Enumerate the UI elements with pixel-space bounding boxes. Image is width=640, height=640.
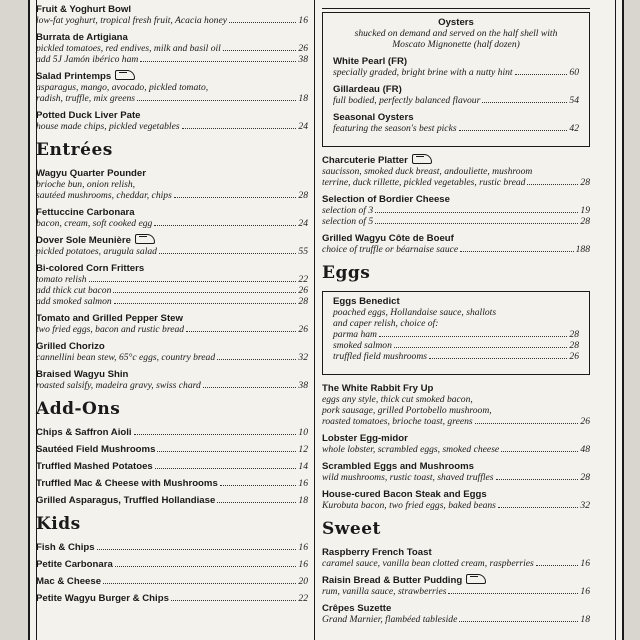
menu-item — [36, 313, 308, 335]
item-description: full bodied, perfectly balanced flavour — [333, 95, 481, 106]
item-price: 26 — [298, 285, 308, 296]
price-line — [36, 43, 308, 54]
dot-leader — [186, 331, 296, 332]
addon-price: 20 — [298, 576, 308, 587]
item-name — [322, 383, 590, 394]
addon-name: Petite Wagyu Burger & Chips — [36, 593, 169, 604]
item-name — [36, 313, 308, 324]
dot-leader — [482, 102, 567, 103]
item-description: rum, vanilla sauce, strawberries — [322, 586, 447, 597]
item-name — [322, 233, 590, 244]
price-line — [333, 95, 579, 106]
price-line — [322, 558, 590, 569]
menu-item — [322, 547, 590, 569]
item-description: two fried eggs, bacon and rustic bread — [36, 324, 185, 335]
menu-item — [36, 168, 308, 201]
price-line — [36, 190, 308, 201]
item-description: brioche bun, onion relish, — [36, 179, 136, 190]
addon-price: 16 — [298, 478, 308, 489]
dot-leader — [375, 223, 578, 224]
price-line — [36, 274, 308, 285]
item-name-text: Eggs Benedict — [333, 296, 400, 307]
price-line — [36, 246, 308, 257]
item-name-text: White Pearl (FR) — [333, 56, 408, 67]
dot-leader — [134, 434, 297, 435]
item-description: specially graded, bright brine with a nutty hint — [333, 67, 513, 78]
section-heading-addons: Add-Ons — [36, 399, 121, 419]
item-description: pickled potatoes, arugula salad — [36, 246, 157, 257]
item-name-text: Fettuccine Carbonara — [36, 207, 135, 218]
item-name-text: Burrata de Artigiana — [36, 32, 128, 43]
addon-price: 16 — [298, 542, 308, 553]
item-price: 18 — [580, 614, 590, 625]
dot-leader — [459, 621, 578, 622]
item-price: 42 — [569, 123, 579, 134]
item-price: 24 — [298, 121, 308, 132]
dot-leader — [496, 479, 579, 480]
item-price: 60 — [569, 67, 579, 78]
item-name — [322, 547, 590, 558]
dot-leader — [379, 336, 567, 337]
item-name — [36, 4, 308, 15]
menu-item — [333, 56, 579, 78]
item-name-text: Seasonal Oysters — [333, 112, 414, 123]
addon-item — [36, 495, 308, 506]
menu-item — [333, 84, 579, 106]
item-name-text: The White Rabbit Fry Up — [322, 383, 434, 394]
dot-leader — [115, 566, 297, 567]
dot-leader — [429, 358, 567, 359]
menu-item — [333, 296, 579, 362]
item-description: selection of 5 — [322, 216, 374, 227]
item-description: add 5J Jamón ibérico ham — [36, 54, 139, 65]
price-line — [333, 123, 579, 134]
menu-item — [333, 112, 579, 134]
top-rule — [322, 8, 590, 9]
menu-item — [322, 233, 590, 255]
item-name — [333, 296, 579, 307]
dot-leader — [460, 251, 573, 252]
item-price: 38 — [298, 54, 308, 65]
menu-item — [36, 207, 308, 229]
item-price: 22 — [298, 274, 308, 285]
eggs-benedict-box — [322, 291, 590, 375]
item-name-text: Raspberry French Toast — [322, 547, 432, 558]
item-name — [322, 603, 590, 614]
dot-leader — [475, 423, 579, 424]
addon-price: 18 — [298, 495, 308, 506]
item-description: roasted salsify, madeira gravy, swiss chard — [36, 380, 201, 391]
item-name-text: Charcuterie Platter — [322, 155, 408, 166]
dot-leader — [203, 387, 297, 388]
dot-leader — [536, 565, 579, 566]
chef-hat-icon — [412, 154, 432, 164]
addon-name: Truffled Mashed Potatoes — [36, 461, 153, 472]
chef-hat-icon — [466, 574, 486, 584]
item-description: asparagus, mango, avocado, pickled tomato, — [36, 82, 209, 93]
menu-item — [36, 263, 308, 307]
addon-item — [36, 461, 308, 472]
item-description: and caper relish, choice of: — [333, 318, 439, 329]
item-description: add smoked salmon — [36, 296, 112, 307]
item-price: 28 — [580, 177, 590, 188]
addon-name: Petite Carbonara — [36, 559, 113, 570]
item-description: cannellini bean stew, 65°c eggs, country bread — [36, 352, 216, 363]
section-heading-kids: Kids — [36, 514, 81, 534]
item-description: truffled field mushrooms — [333, 351, 427, 362]
dot-leader — [501, 451, 578, 452]
menu-item — [322, 603, 590, 625]
item-name-text: Scrambled Eggs and Mushrooms — [322, 461, 474, 472]
item-description: smoked salmon — [333, 340, 392, 351]
dot-leader — [97, 549, 297, 550]
dot-leader — [459, 130, 568, 131]
dot-leader — [223, 50, 297, 51]
price-line — [36, 54, 308, 65]
section-heading-eggs: Eggs — [322, 263, 371, 283]
item-name-text: Crêpes Suzette — [322, 603, 392, 614]
dot-leader — [155, 468, 297, 469]
menu-item — [322, 155, 590, 188]
item-description: Grand Marnier, flambéed tableside — [322, 614, 458, 625]
item-price: 24 — [298, 218, 308, 229]
dot-leader — [103, 583, 296, 584]
left-column — [36, 4, 308, 610]
addon-item — [36, 542, 308, 553]
item-description: terrine, duck rillette, pickled vegetables, rustic bread — [322, 177, 526, 188]
dot-leader — [394, 347, 568, 348]
section-heading-sweet: Sweet — [322, 519, 381, 539]
menu-item — [36, 32, 308, 65]
item-price: 26 — [580, 416, 590, 427]
item-name-text: Fruit & Yoghurt Bowl — [36, 4, 132, 15]
item-name — [36, 235, 308, 246]
menu-item — [36, 369, 308, 391]
dot-leader — [137, 100, 296, 101]
item-price: 55 — [298, 246, 308, 257]
item-name-text: Grilled Chorizo — [36, 341, 105, 352]
menu-item — [322, 575, 590, 597]
item-name — [322, 489, 590, 500]
dot-leader — [375, 212, 578, 213]
dot-leader — [140, 61, 296, 62]
oysters-box — [322, 12, 590, 147]
menu-page — [28, 0, 624, 640]
price-line — [322, 472, 590, 483]
item-name — [36, 71, 308, 82]
item-description: caramel sauce, vanilla bean clotted cream, raspberries — [322, 558, 534, 569]
addon-item — [36, 593, 308, 604]
item-description: featuring the season's best picks — [333, 123, 457, 134]
menu-item — [36, 235, 308, 257]
price-line — [333, 351, 579, 362]
item-name — [36, 341, 308, 352]
item-price: 18 — [298, 93, 308, 104]
price-line — [322, 444, 590, 455]
price-line — [36, 296, 308, 307]
item-name — [36, 263, 308, 274]
price-line — [322, 205, 590, 216]
item-price: 28 — [569, 329, 579, 340]
item-name — [36, 369, 308, 380]
addon-name: Truffled Mac & Cheese with Mushrooms — [36, 478, 218, 489]
item-description: add thick cut bacon — [36, 285, 112, 296]
item-price: 16 — [580, 586, 590, 597]
dot-leader — [217, 359, 296, 360]
item-description: roasted tomatoes, brioche toast, greens — [322, 416, 473, 427]
price-line — [36, 218, 308, 229]
item-name-text: House-cured Bacon Steak and Eggs — [322, 489, 487, 500]
dot-leader — [159, 253, 296, 254]
item-price: 32 — [298, 352, 308, 363]
item-name — [333, 56, 579, 67]
item-price: 19 — [580, 205, 590, 216]
addon-name: Mac & Cheese — [36, 576, 102, 587]
item-description: pork sausage, grilled Portobello mushroom, — [322, 405, 492, 416]
item-price: 26 — [298, 324, 308, 335]
menu-item — [322, 433, 590, 455]
item-description: radish, truffle, mix greens — [36, 93, 136, 104]
item-price: 28 — [580, 472, 590, 483]
dot-leader — [154, 225, 296, 226]
addon-name: Sautéed Field Mushrooms — [36, 444, 156, 455]
item-price: 28 — [298, 296, 308, 307]
item-name-text: Lobster Egg-midor — [322, 433, 408, 444]
item-description: low-fat yoghurt, tropical fresh fruit, Acacia honey — [36, 15, 227, 26]
item-name-text: Selection of Bordier Cheese — [322, 194, 450, 205]
price-line — [36, 15, 308, 26]
item-price: 26 — [569, 351, 579, 362]
item-description: whole lobster, scrambled eggs, smoked cheese — [322, 444, 500, 455]
price-line — [333, 340, 579, 351]
price-line — [333, 67, 579, 78]
item-name-text: Wagyu Quarter Pounder — [36, 168, 146, 179]
item-name — [36, 110, 308, 121]
price-line — [322, 177, 590, 188]
price-line — [322, 416, 590, 427]
item-name-text: Gillardeau (FR) — [333, 84, 402, 95]
item-name — [322, 194, 590, 205]
item-description: sautéed mushrooms, cheddar, chips — [36, 190, 172, 201]
oysters-description: shucked on demand and served on the half shell with — [354, 28, 558, 39]
price-line — [322, 586, 590, 597]
item-description: Kurobuta bacon, two fried eggs, baked beans — [322, 500, 496, 511]
item-description: pickled tomatoes, red endives, milk and basil oil — [36, 43, 221, 54]
chef-hat-icon — [135, 234, 155, 244]
price-line — [36, 285, 308, 296]
item-name — [36, 32, 308, 43]
item-description: selection of 3 — [322, 205, 374, 216]
item-price: 16 — [580, 558, 590, 569]
item-name-text: Dover Sole Meunière — [36, 235, 131, 246]
section-heading-entrees: Entrées — [36, 140, 113, 160]
addon-name: Fish & Chips — [36, 542, 95, 553]
menu-item — [36, 71, 308, 104]
addon-price: 16 — [298, 559, 308, 570]
addon-name: Chips & Saffron Aioli — [36, 427, 132, 438]
price-line — [333, 329, 579, 340]
item-price: 38 — [298, 380, 308, 391]
item-price: 54 — [569, 95, 579, 106]
dot-leader — [217, 502, 296, 503]
item-price: 28 — [298, 190, 308, 201]
dot-leader — [174, 197, 297, 198]
price-line — [322, 500, 590, 511]
item-price: 16 — [298, 15, 308, 26]
price-line — [36, 93, 308, 104]
dot-leader — [229, 22, 296, 23]
item-name — [322, 433, 590, 444]
addon-price: 22 — [298, 593, 308, 604]
item-price: 32 — [580, 500, 590, 511]
item-name — [322, 155, 590, 166]
price-line — [322, 244, 590, 255]
dot-leader — [113, 292, 296, 293]
addon-item — [36, 427, 308, 438]
dot-leader — [527, 184, 578, 185]
item-name — [322, 461, 590, 472]
menu-item — [322, 461, 590, 483]
item-name — [36, 168, 308, 179]
item-description: bacon, cream, soft cooked egg — [36, 218, 153, 229]
addon-item — [36, 576, 308, 587]
item-description: tomato relish — [36, 274, 87, 285]
price-line — [322, 614, 590, 625]
item-name — [322, 575, 590, 586]
item-description: parma ham — [333, 329, 377, 340]
addon-item — [36, 444, 308, 455]
item-name — [333, 84, 579, 95]
chef-hat-icon — [115, 70, 135, 80]
dot-leader — [157, 451, 296, 452]
menu-item — [322, 383, 590, 427]
price-line — [36, 121, 308, 132]
dot-leader — [448, 593, 578, 594]
dot-leader — [515, 74, 568, 75]
item-name-text: Grilled Wagyu Côte de Boeuf — [322, 233, 454, 244]
right-column — [322, 12, 590, 631]
item-name-text: Salad Printemps — [36, 71, 112, 82]
addon-price: 14 — [298, 461, 308, 472]
item-name-text: Raisin Bread & Butter Pudding — [322, 575, 463, 586]
menu-item — [36, 341, 308, 363]
addon-price: 12 — [298, 444, 308, 455]
item-price: 48 — [580, 444, 590, 455]
item-name — [36, 207, 308, 218]
menu-item — [36, 110, 308, 132]
dot-leader — [114, 303, 297, 304]
oysters-title: Oysters — [438, 17, 474, 28]
item-description: eggs any style, thick cut smoked bacon, — [322, 394, 473, 405]
addon-item — [36, 478, 308, 489]
price-line — [36, 324, 308, 335]
dot-leader — [182, 128, 297, 129]
dot-leader — [498, 507, 578, 508]
item-price: 26 — [298, 43, 308, 54]
item-description: wild mushrooms, rustic toast, shaved truffles — [322, 472, 494, 483]
menu-item — [322, 194, 590, 227]
item-description: poached eggs, Hollandaise sauce, shallots — [333, 307, 497, 318]
price-line — [322, 216, 590, 227]
column-divider — [314, 0, 315, 640]
addon-item — [36, 559, 308, 570]
item-description: house made chips, pickled vegetables — [36, 121, 180, 132]
item-name-text: Bi-colored Corn Fritters — [36, 263, 145, 274]
oysters-header — [333, 17, 579, 50]
price-line — [36, 352, 308, 363]
item-price: 28 — [580, 216, 590, 227]
item-name-text: Braised Wagyu Shin — [36, 369, 129, 380]
menu-item — [36, 4, 308, 26]
item-name — [333, 112, 579, 123]
oysters-description: Moscato Mignonette (half dozen) — [392, 39, 520, 50]
dot-leader — [89, 281, 297, 282]
dot-leader — [171, 600, 296, 601]
item-description: choice of truffle or béarnaise sauce — [322, 244, 459, 255]
addon-price: 10 — [298, 427, 308, 438]
price-line — [36, 380, 308, 391]
item-name-text: Potted Duck Liver Pate — [36, 110, 141, 121]
menu-item — [322, 489, 590, 511]
item-price: 28 — [569, 340, 579, 351]
dot-leader — [220, 485, 297, 486]
item-name-text: Tomato and Grilled Pepper Stew — [36, 313, 183, 324]
addon-name: Grilled Asparagus, Truffled Hollandiase — [36, 495, 216, 506]
item-price: 188 — [575, 244, 590, 255]
item-description: saucisson, smoked duck breast, andouliette, mushroom — [322, 166, 533, 177]
